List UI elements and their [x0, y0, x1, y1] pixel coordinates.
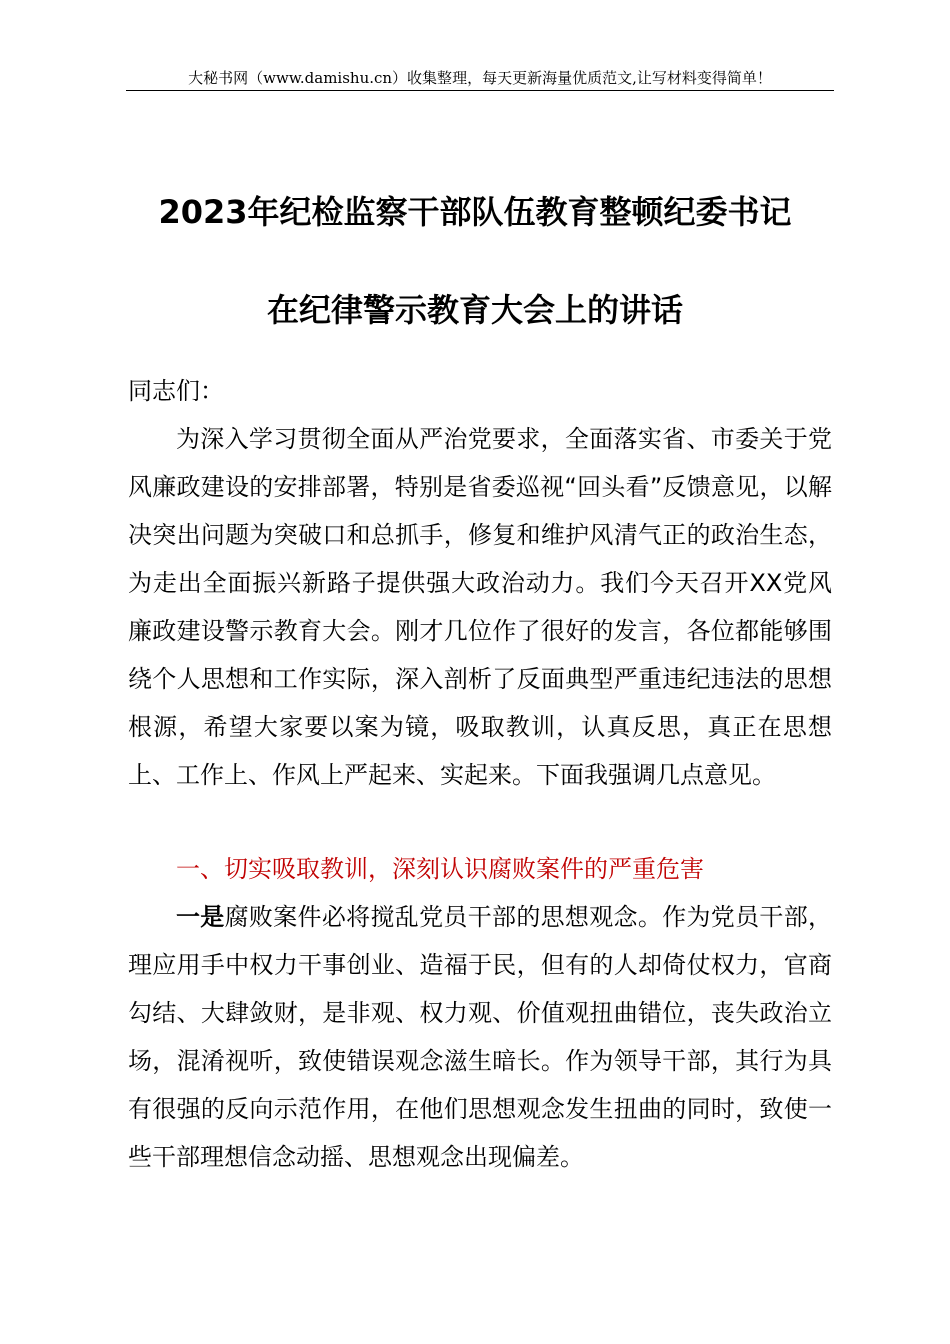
salutation: 同志们： [128, 377, 224, 405]
paragraph-point-1-text: 腐败案件必将搅乱党员干部的思想观念。作为党员干部，理应用手中权力干事创业、造福于民，但有的人却倚仗权力，官商勾结、大肆敛财，是非观、权力观、价值观扭曲错位，丧失政治立场，混淆视听，致使错误观念滋生暗长。作为领导干部，其行为具有很强的反向示范作用，在他们思想观念发生扭曲的同时，致使一些干部理想信念动摇、思想观念出现偏差。 [128, 903, 833, 1171]
section-heading-1: 一、切实吸取教训，深刻认识腐败案件的严重危害 [176, 855, 704, 883]
paragraph-point-1 [128, 893, 832, 1181]
paragraph-lead-label: 一是 [176, 903, 225, 931]
document-title-line-1: 2023年纪检监察干部队伍教育整顿纪委书记 [158, 193, 792, 231]
header-divider [126, 90, 834, 91]
document-title-line-2: 在纪律警示教育大会上的讲话 [266, 291, 683, 329]
page-header: 大秘书网（www.damishu.cn）收集整理，每天更新海量优质范文,让写材料变得简单！ [188, 69, 772, 87]
paragraph-intro: 为深入学习贯彻全面从严治党要求，全面落实省、市委关于党风廉政建设的安排部署，特别是省委巡视“回头看”反馈意见，以解决突出问题为突破口和总抓手，修复和维护风清气正的政治生态，为走出全面振兴新路子提供强大政治动力。我们今天召开XX党风廉政建设警示教育大会。刚才几位作了很好的发言，各位都能够围绕个人思想和工作实际，深入剖析了反面典型严重违纪违法的思想根源，希望大家要以案为镜，吸取教训，认真反思，真正在思想上、工作上、作风上严起来、实起来。下面我强调几点意见。 [128, 425, 832, 789]
